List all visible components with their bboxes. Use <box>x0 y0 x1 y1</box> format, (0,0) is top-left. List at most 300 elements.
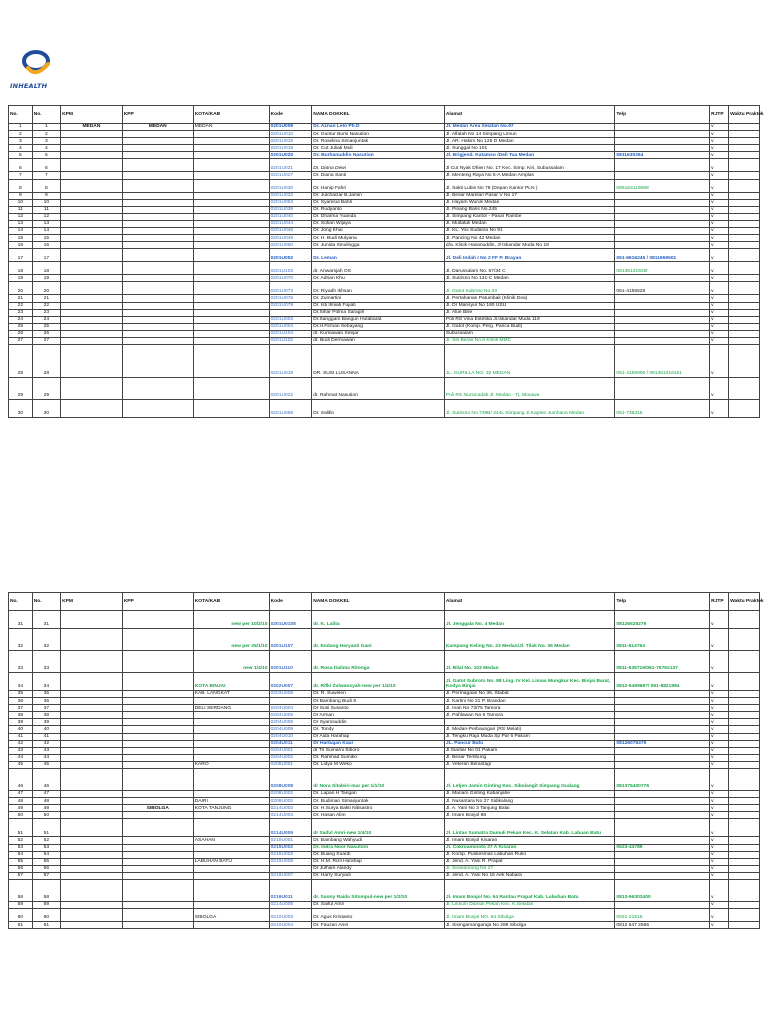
header-alamat: Alamat <box>444 106 615 124</box>
waktu-cell <box>729 152 760 159</box>
row-number: 13 <box>9 220 33 227</box>
kpm-cell <box>61 837 123 844</box>
alamat-cell: Jl. Sunggal No 101 <box>444 145 615 152</box>
nama-cell: Dr. Isti Ilmiati Fujiati <box>312 302 445 309</box>
rjtp-cell: v <box>710 698 729 705</box>
kota-cell <box>193 179 269 192</box>
nama-cell: dr. Rifki Zulwansyah-new per 1/4/10 <box>312 673 445 691</box>
kode-cell: 0205U001 <box>269 761 312 768</box>
alamat-cell: Jl.Siantar No 01 Pakam <box>444 747 615 754</box>
table-row <box>9 611 760 629</box>
nama-cell: Dr Julham Alandy <box>312 865 445 872</box>
row-number: 34 <box>9 673 33 691</box>
kpp-cell <box>122 712 193 719</box>
row-number: 35 <box>9 691 33 698</box>
rjtp-cell: v <box>710 726 729 733</box>
telp-cell <box>615 295 710 302</box>
alamat-cell: Jl. Sirandorung No 27 <box>444 865 615 872</box>
table-row <box>9 837 760 844</box>
waktu-cell <box>729 378 760 400</box>
alamat-cell: Jl. Alfalah No 14 Simpang Limun <box>444 131 615 138</box>
row-number: 3 <box>9 138 33 145</box>
table-row <box>9 302 760 309</box>
alamat-cell: Jl. Permagaan No 36, Stabat <box>444 691 615 698</box>
alamat-cell: Jl. Gatot Subroto No 33 <box>444 282 615 295</box>
table-row <box>9 872 760 879</box>
waktu-cell <box>729 769 760 791</box>
telp-cell <box>615 242 710 249</box>
alamat-cell: Jl. Sakti Lubis No 78 (Depan Kantor PLN ) <box>444 179 615 192</box>
table-row <box>9 159 760 172</box>
table-row <box>9 629 760 651</box>
nama-cell: Dr. Cut Juliati Muli <box>312 145 445 152</box>
kpm-cell <box>61 812 123 819</box>
row-number: 9 <box>9 192 33 199</box>
table-row <box>9 152 760 159</box>
row-number: 55 <box>9 858 33 865</box>
kota-cell <box>193 400 269 418</box>
header-no2: No. <box>32 106 60 124</box>
kota-cell <box>193 192 269 199</box>
kota-cell <box>193 698 269 705</box>
row-number-2: 20 <box>32 282 60 295</box>
telp-cell <box>615 712 710 719</box>
table-row <box>9 228 760 235</box>
table-row <box>9 865 760 872</box>
row-number-2: 15 <box>32 235 60 242</box>
kpm-cell <box>61 316 123 323</box>
telp-cell <box>615 719 710 726</box>
row-number-2: 32 <box>32 629 60 651</box>
kota-cell <box>193 295 269 302</box>
kpp-cell <box>122 673 193 691</box>
alamat-cell: Jl. Pancing No 42 Medan <box>444 235 615 242</box>
telp-cell <box>615 159 710 172</box>
telp-cell <box>615 819 710 837</box>
waktu-cell <box>729 131 760 138</box>
kota-cell <box>193 213 269 220</box>
kode-cell: 0210U004 <box>269 922 312 929</box>
doctor-table-2 <box>8 592 764 929</box>
waktu-cell <box>729 798 760 805</box>
telp-cell: 061-736315 <box>615 400 710 418</box>
rjtp-cell: v <box>710 769 729 791</box>
row-number: 16 <box>9 242 33 249</box>
kpm-cell <box>61 673 123 691</box>
row-number: 40 <box>9 726 33 733</box>
table-row <box>9 220 760 227</box>
kpm-cell <box>61 138 123 145</box>
row-number: 37 <box>9 705 33 712</box>
kode-cell: 0201U003 <box>269 316 312 323</box>
nama-cell: dr. Kurniawan Sirejar <box>312 330 445 337</box>
kode-cell: 0201U040 <box>269 213 312 220</box>
kota-cell: KAB. LANGKAT <box>193 691 269 698</box>
table-row <box>9 879 760 901</box>
kpm-cell <box>61 879 123 901</box>
alamat-cell: Jl Cut Nyak Dhien No. 17 Kec. Simp. Kiri, Subussalam <box>444 159 615 172</box>
waktu-cell <box>729 145 760 152</box>
row-number-2: 54 <box>32 851 60 858</box>
telp-cell <box>615 199 710 206</box>
waktu-cell <box>729 309 760 316</box>
row-number: 7 <box>9 172 33 179</box>
header-kota: KOTA/KAB <box>193 593 269 611</box>
row-number-2: 60 <box>32 909 60 922</box>
rjtp-cell: v <box>710 262 729 275</box>
kota-cell <box>193 152 269 159</box>
row-number: 11 <box>9 206 33 213</box>
kode-cell: 0201U019 <box>269 145 312 152</box>
kota-cell <box>193 865 269 872</box>
row-number-2: 28 <box>32 345 60 378</box>
kota-cell <box>193 378 269 400</box>
waktu-cell <box>729 337 760 344</box>
kpm-cell <box>61 345 123 378</box>
alamat-cell: Jl. Jenggala No. 4 Medan <box>444 611 615 629</box>
alamat-cell: JL. Pancur Batu <box>444 740 615 747</box>
kode-cell <box>269 865 312 872</box>
kota-cell <box>193 733 269 740</box>
kpp-cell <box>122 754 193 761</box>
header-no2: No. <box>32 593 60 611</box>
table-row <box>9 316 760 323</box>
rjtp-cell: v <box>710 172 729 179</box>
waktu-cell <box>729 879 760 901</box>
row-number: 19 <box>9 275 33 282</box>
kpm-cell <box>61 851 123 858</box>
nama-cell: Dr.Sihar Polma Saragih <box>312 309 445 316</box>
alamat-cell: Jl. Komp. Puskesmas Labuhan Ruko <box>444 851 615 858</box>
row-number: 12 <box>9 213 33 220</box>
doctor-table-1 <box>8 105 764 418</box>
rjtp-cell: v <box>710 199 729 206</box>
alamat-cell: Jl. Jend. A. Yani R. Prapat <box>444 858 615 865</box>
kota-cell <box>193 879 269 901</box>
row-number: 22 <box>9 302 33 309</box>
alamat-cell: Jl. Jend. A. Yani No 16 Aek Nabara <box>444 872 615 879</box>
kpm-cell <box>61 740 123 747</box>
kota-cell <box>193 138 269 145</box>
kode-cell: 0201U076 <box>269 295 312 302</box>
telp-cell: 0812-6499687/ 061-8821984 <box>615 673 710 691</box>
kode-cell: 0204U005 <box>269 712 312 719</box>
row-number: 2 <box>9 131 33 138</box>
row-number: 42 <box>9 740 33 747</box>
telp-cell <box>615 733 710 740</box>
table-row <box>9 330 760 337</box>
kpp-cell <box>122 747 193 754</box>
table-1-body <box>9 124 760 418</box>
row-number-2: 9 <box>32 192 60 199</box>
table-row <box>9 754 760 761</box>
kpm-cell <box>61 761 123 768</box>
header-kpp: KPP <box>122 106 193 124</box>
row-number-2: 13 <box>32 220 60 227</box>
waktu-cell <box>729 323 760 330</box>
row-number: 44 <box>9 754 33 761</box>
nama-cell: Dr. Bambang Wahyudi <box>312 837 445 844</box>
nama-cell: Dr. Agus Kristanto <box>312 909 445 922</box>
kpp-cell <box>122 330 193 337</box>
header-kode: Kode <box>269 106 312 124</box>
telp-cell <box>615 798 710 805</box>
row-number-2: 3 <box>32 138 60 145</box>
rjtp-cell: v <box>710 145 729 152</box>
kode-cell: 0201U030 <box>269 179 312 192</box>
kode-cell: 0209U002 <box>269 798 312 805</box>
kpp-cell <box>122 228 193 235</box>
header-nama: NAMA DOKKEL <box>312 106 445 124</box>
telp-cell <box>615 275 710 282</box>
kota-cell <box>193 316 269 323</box>
kpm-cell <box>61 131 123 138</box>
header-alamat: Alamat <box>444 593 615 611</box>
kota-cell <box>193 872 269 879</box>
kota-cell <box>193 791 269 798</box>
table-row <box>9 812 760 819</box>
alamat-cell: Subussalam <box>444 330 615 337</box>
rjtp-cell: v <box>710 192 729 199</box>
nama-cell: Dr. Indra Noor Nasution <box>312 844 445 851</box>
kota-cell: KOTA BINJAI <box>193 673 269 691</box>
kpp-cell <box>122 172 193 179</box>
kpm-cell <box>61 798 123 805</box>
kpp-cell <box>122 159 193 172</box>
row-number-2: 56 <box>32 865 60 872</box>
table-row <box>9 206 760 213</box>
waktu-cell <box>729 213 760 220</box>
kpp-cell <box>122 611 193 629</box>
kpm-cell <box>61 922 123 929</box>
kpm-cell <box>61 651 123 673</box>
nama-cell: Dr. Guntur Bumi Nasution <box>312 131 445 138</box>
rjtp-cell: v <box>710 851 729 858</box>
waktu-cell <box>729 901 760 908</box>
row-number-2: 39 <box>32 719 60 726</box>
kpp-cell <box>122 249 193 262</box>
row-number: 32 <box>9 629 33 651</box>
nama-cell: Dr. Fauzan Amri <box>312 922 445 929</box>
telp-cell: 0811-635719/061-76762137 <box>615 651 710 673</box>
telp-cell <box>615 138 710 145</box>
nama-cell: dr Nora Sitaleiri-mar per 1/1/10 <box>312 769 445 791</box>
kpp-cell <box>122 295 193 302</box>
header-telp: Telp <box>615 593 710 611</box>
rjtp-cell: v <box>710 242 729 249</box>
nama-cell: Dr.Sanggam Bangun Hutabarat <box>312 316 445 323</box>
row-number: 29 <box>9 378 33 400</box>
waktu-cell <box>729 761 760 768</box>
kpp-cell <box>122 872 193 879</box>
waktu-cell <box>729 400 760 418</box>
kpm-cell <box>61 282 123 295</box>
waktu-cell <box>729 242 760 249</box>
rjtp-cell: v <box>710 378 729 400</box>
alamat-cell: Jl. Lintas Sumatra Damuli Pekan Kec. K. Selatan Kab. Labuan Batu <box>444 819 615 837</box>
telp-cell: 08136131929l <box>615 262 710 275</box>
kpm-cell <box>61 712 123 719</box>
row-number-2: 29 <box>32 378 60 400</box>
kode-cell: 0214U003 <box>269 805 312 812</box>
row-number: 60 <box>9 909 33 922</box>
inhealth-logo <box>10 46 66 92</box>
alamat-cell: Jl. Medan Area Selatan No.97 <box>444 124 615 131</box>
kota-cell: new per 10/2/10 <box>193 611 269 629</box>
rjtp-cell: v <box>710 922 729 929</box>
kpm-cell <box>61 235 123 242</box>
waktu-cell <box>729 844 760 851</box>
logo-text: INHEALTH <box>10 82 48 90</box>
table-row <box>9 747 760 754</box>
kota-cell <box>193 819 269 837</box>
table-2-body <box>9 611 760 929</box>
kpp-cell <box>122 302 193 309</box>
nama-cell: dr Tri Sumarni Siboro <box>312 747 445 754</box>
kpm-cell: MEDAN <box>61 124 123 131</box>
rjtp-cell: v <box>710 400 729 418</box>
alamat-cell: Jl. Veteran Berastagi <box>444 761 615 768</box>
row-number-2: 22 <box>32 302 60 309</box>
telp-cell <box>615 323 710 330</box>
waktu-cell <box>729 199 760 206</box>
waktu-cell <box>729 719 760 726</box>
row-number: 45 <box>9 761 33 768</box>
kode-cell: 0201U0108 <box>269 611 312 629</box>
kpm-cell <box>61 228 123 235</box>
kode-cell: 0201U020 <box>269 152 312 159</box>
nama-cell: Dr. Budiman Simanjuntak <box>312 798 445 805</box>
waktu-cell <box>729 812 760 819</box>
kpp-cell <box>122 345 193 378</box>
kpm-cell <box>61 791 123 798</box>
telp-cell: 0811-614764 <box>615 629 710 651</box>
row-number-2: 7 <box>32 172 60 179</box>
kpp-cell <box>122 769 193 791</box>
row-number: 30 <box>9 400 33 418</box>
row-number-2: 31 <box>32 611 60 629</box>
kota-cell <box>193 769 269 791</box>
row-number-2: 45 <box>32 761 60 768</box>
row-number: 23 <box>9 309 33 316</box>
kode-cell: 0201U070 <box>269 275 312 282</box>
telp-cell <box>615 761 710 768</box>
alamat-cell: Jl. Mariam Ginting Kabanjahe <box>444 791 615 798</box>
waktu-cell <box>729 754 760 761</box>
table-row <box>9 145 760 152</box>
nama-cell: dr. Budi Dermawan <box>312 337 445 344</box>
table-row <box>9 844 760 851</box>
alamat-cell: Jl. Bilal No. 103 Medan <box>444 651 615 673</box>
header-kpm: KPM <box>61 106 123 124</box>
telp-cell <box>615 302 710 309</box>
kpm-cell <box>61 611 123 629</box>
alamat-cell: Jl. Hayam Wuruk Medan <box>444 199 615 206</box>
nama-cell: Dr Arman <box>312 712 445 719</box>
waktu-cell <box>729 712 760 719</box>
kode-cell: 0204U010 <box>269 733 312 740</box>
waktu-cell <box>729 651 760 673</box>
rjtp-cell: v <box>710 858 729 865</box>
nama-cell: dr. Rosa Dalima Ritonga <box>312 651 445 673</box>
table-row <box>9 172 760 179</box>
nama-cell: Dr. Hanip Fahri <box>312 179 445 192</box>
row-number-2: 18 <box>32 262 60 275</box>
alamat-cell: Jl. Gatot (Komp. Perg. Panca Budi) <box>444 323 615 330</box>
alamat-cell <box>444 719 615 726</box>
rjtp-cell: v <box>710 275 729 282</box>
row-number: 15 <box>9 235 33 242</box>
row-number-2: 38 <box>32 712 60 719</box>
kpp-cell <box>122 909 193 922</box>
kpm-cell <box>61 733 123 740</box>
row-number: 14 <box>9 228 33 235</box>
kpp-cell <box>122 378 193 400</box>
rjtp-cell: v <box>710 733 729 740</box>
row-number-2: 49 <box>32 805 60 812</box>
kode-cell: 0204U011 <box>269 740 312 747</box>
kota-cell <box>193 199 269 206</box>
kode-cell: 0214U004 <box>269 812 312 819</box>
kota-cell <box>193 262 269 275</box>
kota-cell: LABUHAN BATU <box>193 858 269 865</box>
kode-cell: 0215U002 <box>269 844 312 851</box>
rjtp-cell: v <box>710 819 729 837</box>
rjtp-cell: v <box>710 909 729 922</box>
kpm-cell <box>61 819 123 837</box>
alamat-cell: Jl. Imam Bonjol No. 64 Rantau Prapat Kab. Labuhan Batu <box>444 879 615 901</box>
rjtp-cell: v <box>710 812 729 819</box>
waktu-cell <box>729 851 760 858</box>
waktu-cell <box>729 295 760 302</box>
kode-cell: 0215U003 <box>269 851 312 858</box>
telp-cell: 061-4155528 <box>615 282 710 295</box>
row-number: 25 <box>9 323 33 330</box>
table-row <box>9 199 760 206</box>
row-number-2: 17 <box>32 249 60 262</box>
table-row <box>9 761 760 768</box>
waktu-cell <box>729 282 760 295</box>
kode-cell <box>269 309 312 316</box>
waktu-cell <box>729 124 760 131</box>
kota-cell <box>193 309 269 316</box>
row-number: 51 <box>9 819 33 837</box>
row-number: 1 <box>9 124 33 131</box>
waktu-cell <box>729 611 760 629</box>
telp-cell: 0623-44789 <box>615 844 710 851</box>
alamat-cell: Jl. Kartini No 21 P. Brandan <box>444 698 615 705</box>
waktu-cell <box>729 316 760 323</box>
nama-cell: Dr. Rudyanto <box>312 206 445 213</box>
alamat-cell: Jl. Linsum Damuli Pekan Kec. K.Selatan <box>444 901 615 908</box>
nama-cell: Dr. Burhanuddin Nasution <box>312 152 445 159</box>
row-number-2: 59 <box>32 901 60 908</box>
rjtp-cell: v <box>710 754 729 761</box>
nama-cell: Dr. Dharma Yuanda <box>312 213 445 220</box>
rjtp-cell: v <box>710 316 729 323</box>
header-rjtp: RJTP <box>710 593 729 611</box>
kpp-cell <box>122 851 193 858</box>
telp-cell <box>615 691 710 698</box>
alamat-cell: Jl. A. Yani No 3 Tanjung Balai <box>444 805 615 812</box>
kota-cell <box>193 844 269 851</box>
kpm-cell <box>61 302 123 309</box>
table-row <box>9 719 760 726</box>
row-number-2: 55 <box>32 858 60 865</box>
row-number-2: 52 <box>32 837 60 844</box>
alamat-cell: Jl. Menteng Raya No 5-A Medan Amplas <box>444 172 615 179</box>
telp-cell <box>615 872 710 879</box>
